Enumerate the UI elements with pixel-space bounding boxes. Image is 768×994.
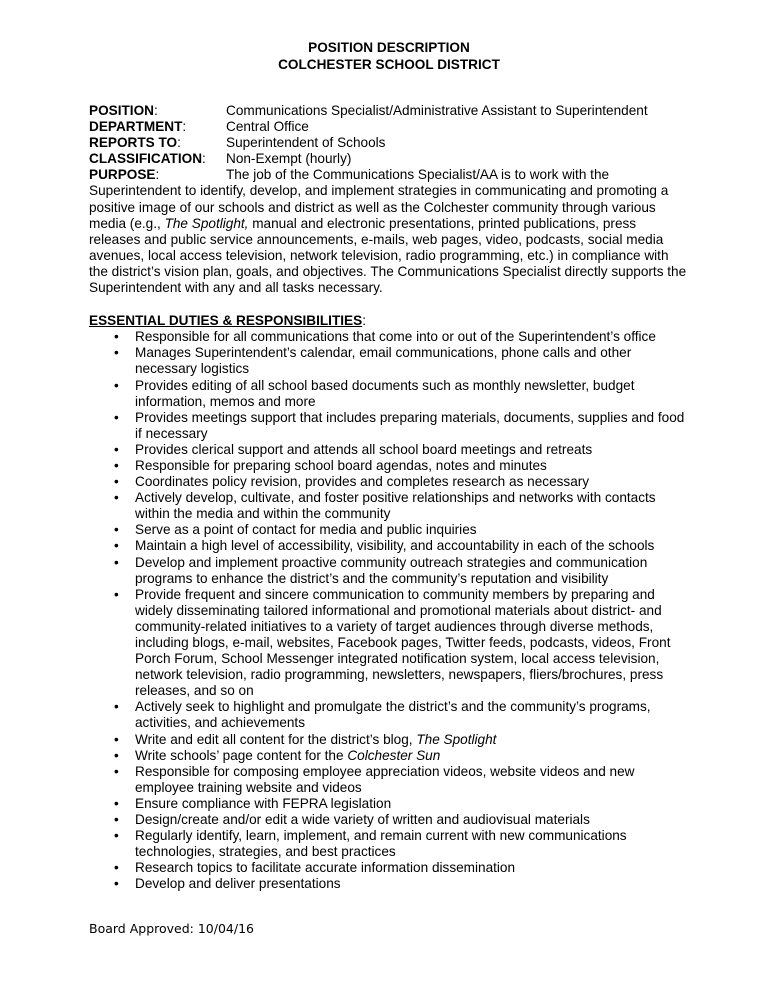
list-item: • Write and edit all content for the district’s blog, The Spotlight [89, 732, 689, 748]
list-item: • Develop and implement proactive community outreach strategies and communication programs to enhance the district’s and the community’s reputation and visibility [89, 555, 689, 587]
list-item: • Manages Superintendent’s calendar, email communications, phone calls and other necessary logistics [89, 345, 689, 377]
list-item: • Ensure compliance with FEPRA legislation [89, 796, 689, 812]
list-item: • Coordinates policy revision, provides and completes research as necessary [89, 474, 689, 490]
position-label: POSITION [89, 103, 154, 118]
classification-row: CLASSIFICATION: Non-Exempt (hourly) [89, 151, 352, 167]
list-item: • Provides editing of all school based documents such as monthly newsletter, budget information, memos and more [89, 378, 689, 410]
department-row: DEPARTMENT: Central Office [89, 119, 309, 135]
classification-label: CLASSIFICATION [89, 151, 203, 167]
list-item: • Design/create and/or edit a wide variety of written and audiovisual materials [89, 812, 689, 828]
board-approved-footer: Board Approved: 10/04/16 [89, 921, 254, 936]
classification-value: Non-Exempt (hourly) [226, 151, 352, 167]
list-item: • Serve as a point of contact for media and public inquiries [89, 522, 689, 538]
duties-heading: ESSENTIAL DUTIES & RESPONSIBILITIES: [89, 313, 366, 329]
position-value: Communications Specialist/Administrative Assistant to Superintendent [226, 103, 648, 118]
list-item: • Provides clerical support and attends all school board meetings and retreats [89, 442, 689, 458]
purpose-label: PURPOSE [89, 167, 156, 183]
reports-value: Superintendent of Schools [226, 135, 386, 151]
reports-label: REPORTS TO [89, 135, 178, 151]
list-item: • Research topics to facilitate accurate information dissemination [89, 860, 689, 876]
list-item: • Responsible for preparing school board agendas, notes and minutes [89, 458, 689, 474]
department-label: DEPARTMENT [89, 119, 183, 135]
purpose-paragraph: PURPOSE: The job of the Communications Specialist/AA is to work with the Superintendent to identify, develop, and implement strategies in communicating and promoting a positive image of our schools and district as well as the Colchester community through various media (e.g., The Spotlight, manual and electronic presentations, printed publications, press releases and public service announcements, e-mails, web pages, video, podcasts, social media avenues, local access television, network television, radio programming, etc.) in compliance with the district’s vision plan, goals, and objectives. The Communications Specialist directly supports the Superintendent with any and all tasks necessary. [89, 167, 687, 296]
doc-subtitle: COLCHESTER SCHOOL DISTRICT [278, 56, 500, 72]
list-item: • Actively develop, cultivate, and foster positive relationships and networks with contacts within the media and within the community [89, 490, 689, 522]
position-meta [89, 103, 689, 296]
doc-title: POSITION DESCRIPTION [308, 40, 470, 55]
list-item: • Regularly identify, learn, implement, and remain current with new communications technologies, strategies, and best practices [89, 828, 689, 860]
list-item: • Provide frequent and sincere communication to community members by preparing and widely disseminating tailored informational and promotional materials about district- and community-related initiatives to a variety of target audiences through diverse methods, including blogs, e-mail, websites, Facebook pages, Twitter feeds, podcasts, videos, Front Porch Forum, School Messenger integrated notification system, local access television, network television, radio programming, newsletters, newspapers, fliers/brochures, press releases, and so on [89, 587, 689, 700]
list-item: • Actively seek to highlight and promulgate the district’s and the community’s programs, activities, and achievements [89, 699, 689, 731]
list-item: • Provides meetings support that includes preparing materials, documents, supplies and food if necessary [89, 410, 689, 442]
list-item: • Responsible for all communications that come into or out of the Superintendent’s office [89, 329, 689, 345]
list-item: • Write schools’ page content for the Colchester Sun [89, 748, 689, 764]
list-item: • Responsible for composing employee appreciation videos, website videos and new employee training website and videos [89, 764, 689, 796]
position-row: POSITION: Communications Specialist/Administrative Assistant to Superintendent [89, 103, 648, 118]
document-page [89, 40, 689, 893]
department-value: Central Office [226, 119, 309, 135]
duties-list [89, 329, 689, 892]
list-item: • Maintain a high level of accessibility, visibility, and accountability in each of the schools [89, 538, 689, 554]
reports-row: REPORTS TO: Superintendent of Schools [89, 135, 386, 151]
list-item: • Develop and deliver presentations [89, 876, 689, 892]
